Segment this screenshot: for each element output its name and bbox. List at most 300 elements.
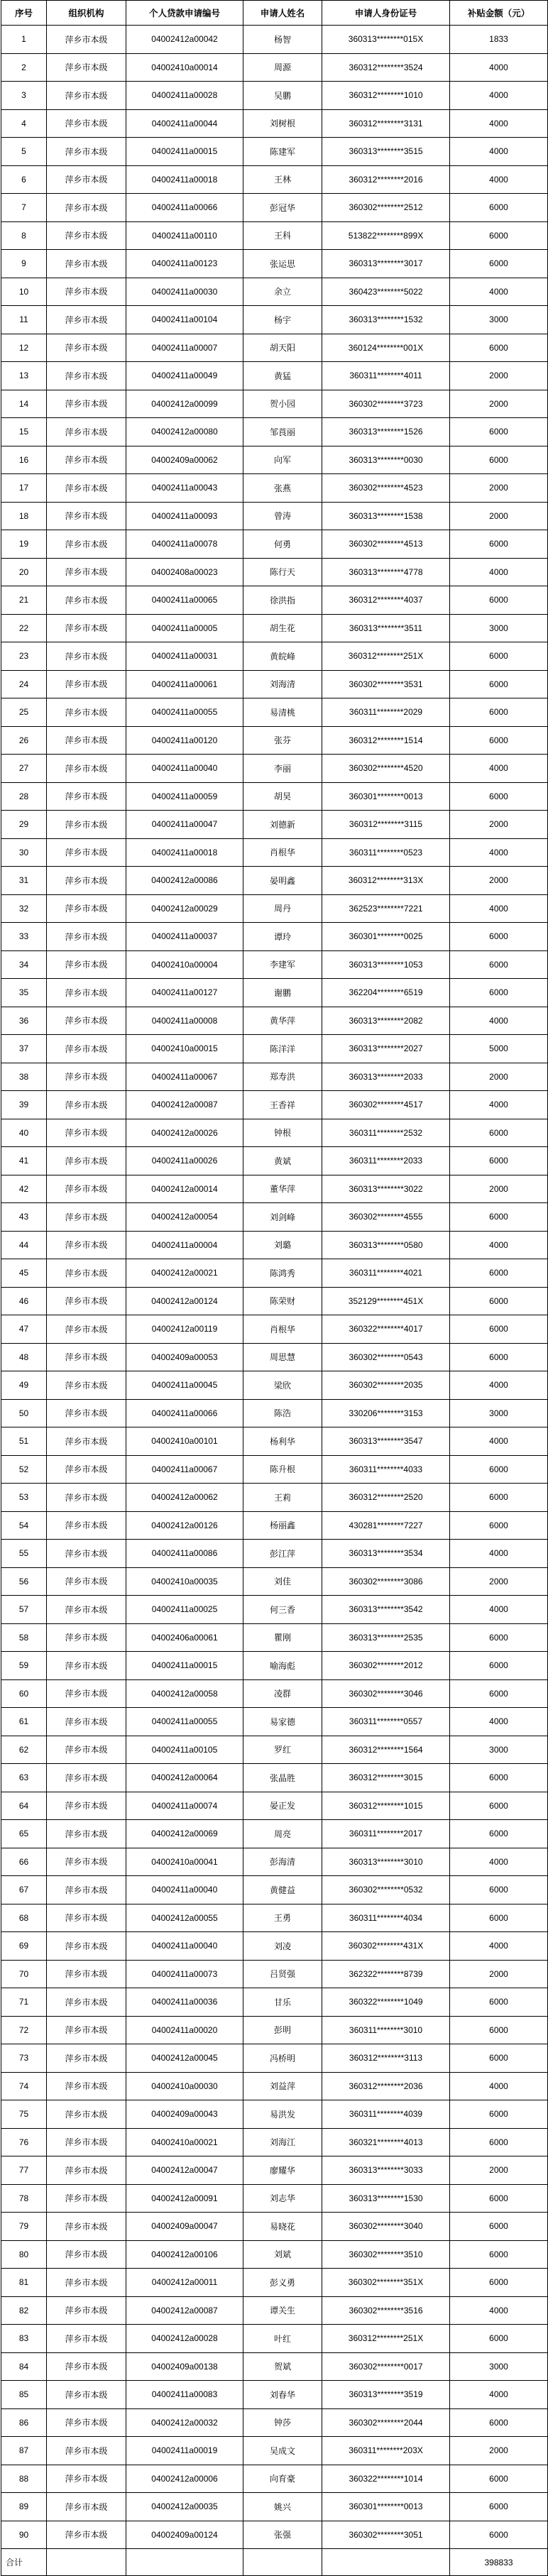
cell-applicant-id-number: 360302********2012 (322, 1652, 450, 1680)
cell-index: 29 (1, 811, 47, 839)
cell-index: 21 (1, 586, 47, 615)
cell-index: 61 (1, 1708, 47, 1736)
table-row (1, 1708, 548, 1736)
cell-applicant-id-number: 360311********2532 (322, 1119, 450, 1147)
cell-applicant-id-number: 360311********2033 (322, 1147, 450, 1175)
cell-loan-application-number: 04002411a00030 (126, 278, 243, 306)
table-row (1, 1315, 548, 1344)
table-row (1, 502, 548, 530)
cell-index: 52 (1, 1455, 47, 1484)
cell-applicant-name: 陈荣财 (243, 1287, 322, 1315)
cell-applicant-id-number: 360311********203X (322, 2437, 450, 2465)
cell-subsidy-amount: 6000 (450, 2240, 548, 2269)
cell-subsidy-amount: 2000 (450, 867, 548, 895)
cell-applicant-name: 杨丽鑫 (243, 1511, 322, 1540)
table-row (1, 446, 548, 474)
cell-index: 54 (1, 1511, 47, 1540)
table-row (1, 1679, 548, 1708)
cell-subsidy-amount: 6000 (450, 1484, 548, 1512)
cell-applicant-id-number: 360313********0580 (322, 1231, 450, 1259)
cell-organization: 萍乡市本级 (47, 26, 126, 54)
cell-loan-application-number: 04002411a00120 (126, 726, 243, 755)
cell-subsidy-amount: 3000 (450, 1399, 548, 1427)
cell-applicant-id-number: 360302********3516 (322, 2296, 450, 2325)
cell-loan-application-number: 04002411a00067 (126, 1455, 243, 1484)
cell-loan-application-number: 04002410a00014 (126, 53, 243, 82)
cell-loan-application-number: 04002411a00028 (126, 82, 243, 110)
cell-organization: 萍乡市本级 (47, 1764, 126, 1792)
cell-applicant-id-number: 360312********4037 (322, 586, 450, 615)
cell-organization: 萍乡市本级 (47, 726, 126, 755)
cell-applicant-name: 陈鸿秀 (243, 1259, 322, 1288)
cell-loan-application-number: 04002411a00018 (126, 838, 243, 867)
cell-index: 24 (1, 670, 47, 698)
cell-loan-application-number: 04002409a00053 (126, 1343, 243, 1371)
cell-index: 41 (1, 1147, 47, 1175)
cell-loan-application-number: 04002411a00073 (126, 1960, 243, 1988)
cell-subsidy-amount: 6000 (450, 250, 548, 278)
cell-loan-application-number: 04002412a00106 (126, 2240, 243, 2269)
table-row (1, 950, 548, 979)
cell-applicant-name: 何勇 (243, 530, 322, 559)
cell-applicant-id-number: 360302********3040 (322, 2213, 450, 2241)
cell-applicant-name: 吴成文 (243, 2437, 322, 2465)
cell-applicant-name: 肖根华 (243, 1315, 322, 1344)
cell-index: 16 (1, 446, 47, 474)
cell-applicant-id-number: 360311********4034 (322, 1904, 450, 1932)
cell-applicant-name: 易洪发 (243, 2100, 322, 2129)
cell-subsidy-amount: 6000 (450, 446, 548, 474)
table-row (1, 2044, 548, 2073)
cell-subsidy-amount: 6000 (450, 1259, 548, 1288)
cell-applicant-name: 陈建军 (243, 138, 322, 166)
cell-subsidy-amount: 6000 (450, 1455, 548, 1484)
cell-subsidy-amount: 3000 (450, 306, 548, 334)
cell-applicant-id-number: 360312********1564 (322, 1736, 450, 1764)
cell-subsidy-amount: 6000 (450, 2325, 548, 2353)
cell-loan-application-number: 04002412a00047 (126, 2156, 243, 2185)
cell-index: 40 (1, 1119, 47, 1147)
cell-applicant-id-number: 360124********001X (322, 334, 450, 362)
cell-index: 44 (1, 1231, 47, 1259)
cell-subsidy-amount: 3000 (450, 1736, 548, 1764)
cell-applicant-id-number: 360423********5022 (322, 278, 450, 306)
cell-loan-application-number: 04002409a00062 (126, 446, 243, 474)
cell-index: 50 (1, 1399, 47, 1427)
cell-loan-application-number: 04002409a00138 (126, 2352, 243, 2381)
cell-applicant-name: 陈浩 (243, 1399, 322, 1427)
cell-subsidy-amount: 6000 (450, 1203, 548, 1232)
cell-subsidy-amount: 6000 (450, 1511, 548, 1540)
cell-loan-application-number: 04002412a00045 (126, 2044, 243, 2073)
cell-applicant-id-number: 360313********3033 (322, 2156, 450, 2185)
cell-applicant-id-number: 360313********3534 (322, 1540, 450, 1568)
cell-organization: 萍乡市本级 (47, 1035, 126, 1063)
cell-loan-application-number: 04002411a00008 (126, 1007, 243, 1035)
cell-applicant-name: 谭关生 (243, 2296, 322, 2325)
cell-organization: 萍乡市本级 (47, 1203, 126, 1232)
cell-loan-application-number: 04002411a00004 (126, 1231, 243, 1259)
cell-organization: 萍乡市本级 (47, 1371, 126, 1400)
cell-index: 79 (1, 2213, 47, 2241)
table-row (1, 894, 548, 923)
cell-subsidy-amount: 6000 (450, 586, 548, 615)
cell-loan-application-number: 04002411a00065 (126, 586, 243, 615)
cell-index: 84 (1, 2352, 47, 2381)
cell-applicant-name: 杨智 (243, 26, 322, 54)
cell-subsidy-amount: 6000 (450, 1820, 548, 1848)
table-row (1, 1203, 548, 1232)
table-row (1, 782, 548, 811)
cell-loan-application-number: 04002411a00110 (126, 221, 243, 250)
cell-loan-application-number: 04002411a00040 (126, 1932, 243, 1961)
cell-applicant-id-number: 360312********313X (322, 867, 450, 895)
table-row (1, 1091, 548, 1119)
cell-applicant-name: 胡昊 (243, 782, 322, 811)
cell-organization: 萍乡市本级 (47, 2437, 126, 2465)
cell-organization: 萍乡市本级 (47, 1540, 126, 1568)
cell-applicant-id-number: 360302********4555 (322, 1203, 450, 1232)
table-row (1, 2016, 548, 2044)
cell-organization: 萍乡市本级 (47, 670, 126, 698)
table-row (1, 2408, 548, 2437)
total-empty-cell (322, 2549, 450, 2576)
cell-loan-application-number: 04002410a00101 (126, 1427, 243, 1456)
cell-loan-application-number: 04002412a00026 (126, 1119, 243, 1147)
cell-applicant-name: 易晓花 (243, 2213, 322, 2241)
cell-organization: 萍乡市本级 (47, 2072, 126, 2100)
cell-applicant-name: 易清桃 (243, 698, 322, 727)
table-row (1, 194, 548, 222)
cell-organization: 萍乡市本级 (47, 1063, 126, 1091)
cell-subsidy-amount: 6000 (450, 1315, 548, 1344)
cell-loan-application-number: 04002412a00028 (126, 2325, 243, 2353)
cell-subsidy-amount: 6000 (450, 2465, 548, 2493)
table-row (1, 1876, 548, 1904)
cell-loan-application-number: 04002411a00086 (126, 1540, 243, 1568)
table-row (1, 1652, 548, 1680)
cell-loan-application-number: 04002411a00067 (126, 1063, 243, 1091)
cell-loan-application-number: 04002412a00099 (126, 390, 243, 418)
cell-subsidy-amount: 2000 (450, 474, 548, 503)
cell-loan-application-number: 04002412a00014 (126, 1175, 243, 1203)
cell-applicant-id-number: 360302********4520 (322, 755, 450, 783)
cell-loan-application-number: 04002411a00045 (126, 1371, 243, 1400)
cell-organization: 萍乡市本级 (47, 1484, 126, 1512)
cell-loan-application-number: 04002411a00031 (126, 642, 243, 671)
cell-applicant-name: 王勇 (243, 1904, 322, 1932)
cell-organization: 萍乡市本级 (47, 979, 126, 1007)
cell-applicant-name: 黄健益 (243, 1876, 322, 1904)
cell-index: 65 (1, 1820, 47, 1848)
cell-index: 43 (1, 1203, 47, 1232)
cell-applicant-name: 刘凌 (243, 1932, 322, 1961)
cell-loan-application-number: 04002412a00069 (126, 1820, 243, 1848)
cell-loan-application-number: 04002411a00036 (126, 1988, 243, 2017)
cell-loan-application-number: 04002409a00047 (126, 2213, 243, 2241)
cell-loan-application-number: 04002411a00055 (126, 1708, 243, 1736)
cell-applicant-id-number: 360302********3046 (322, 1679, 450, 1708)
cell-organization: 萍乡市本级 (47, 1007, 126, 1035)
cell-applicant-id-number: 362322********8739 (322, 1960, 450, 1988)
cell-applicant-name: 吕贤强 (243, 1960, 322, 1988)
cell-index: 85 (1, 2381, 47, 2409)
cell-applicant-name: 刘益萍 (243, 2072, 322, 2100)
cell-applicant-name: 徐洪指 (243, 586, 322, 615)
table-row (1, 642, 548, 671)
cell-applicant-name: 张芬 (243, 726, 322, 755)
cell-organization: 萍乡市本级 (47, 2156, 126, 2185)
cell-applicant-id-number: 360302********2035 (322, 1371, 450, 1400)
table-row (1, 2240, 548, 2269)
cell-loan-application-number: 04002410a00035 (126, 1567, 243, 1596)
cell-organization: 萍乡市本级 (47, 1231, 126, 1259)
cell-organization: 萍乡市本级 (47, 2213, 126, 2241)
cell-loan-application-number: 04002409a00124 (126, 2521, 243, 2549)
cell-applicant-id-number: 360302********4517 (322, 1091, 450, 1119)
table-row (1, 1623, 548, 1652)
cell-applicant-name: 刘春华 (243, 2381, 322, 2409)
cell-organization: 萍乡市本级 (47, 2100, 126, 2129)
table-row (1, 2269, 548, 2297)
cell-subsidy-amount: 4000 (450, 1231, 548, 1259)
cell-subsidy-amount: 6000 (450, 2184, 548, 2213)
cell-organization: 萍乡市本级 (47, 109, 126, 138)
cell-organization: 萍乡市本级 (47, 502, 126, 530)
cell-applicant-name: 向育豪 (243, 2465, 322, 2493)
cell-applicant-name: 刘佳 (243, 1567, 322, 1596)
cell-loan-application-number: 04002412a00042 (126, 26, 243, 54)
cell-applicant-name: 刘海江 (243, 2128, 322, 2156)
cell-subsidy-amount: 4000 (450, 1932, 548, 1961)
cell-subsidy-amount: 3000 (450, 2352, 548, 2381)
table-row (1, 2156, 548, 2185)
cell-applicant-id-number: 360313********3515 (322, 138, 450, 166)
table-row (1, 1792, 548, 1820)
cell-index: 37 (1, 1035, 47, 1063)
table-row (1, 1007, 548, 1035)
cell-applicant-name: 陈行天 (243, 558, 322, 586)
cell-organization: 萍乡市本级 (47, 1596, 126, 1624)
cell-subsidy-amount: 6000 (450, 1988, 548, 2017)
cell-applicant-name: 胡天阳 (243, 334, 322, 362)
cell-organization: 萍乡市本级 (47, 446, 126, 474)
cell-organization: 萍乡市本级 (47, 586, 126, 615)
table-row (1, 755, 548, 783)
cell-applicant-name: 钟根 (243, 1119, 322, 1147)
cell-index: 4 (1, 109, 47, 138)
cell-organization: 萍乡市本级 (47, 1960, 126, 1988)
cell-loan-application-number: 04002412a00064 (126, 1764, 243, 1792)
cell-applicant-name: 晏正发 (243, 1792, 322, 1820)
cell-index: 22 (1, 614, 47, 642)
cell-applicant-id-number: 360302********431X (322, 1932, 450, 1961)
cell-organization: 萍乡市本级 (47, 2044, 126, 2073)
cell-index: 1 (1, 26, 47, 54)
cell-applicant-id-number: 362523********7221 (322, 894, 450, 923)
cell-subsidy-amount: 6000 (450, 1343, 548, 1371)
cell-applicant-name: 吴鹏 (243, 82, 322, 110)
subsidy-table (1, 0, 548, 2576)
table-row (1, 2296, 548, 2325)
cell-subsidy-amount: 3000 (450, 614, 548, 642)
cell-applicant-id-number: 360301********0013 (322, 2493, 450, 2521)
cell-applicant-id-number: 360302********3531 (322, 670, 450, 698)
cell-applicant-name: 周源 (243, 53, 322, 82)
cell-index: 38 (1, 1063, 47, 1091)
cell-loan-application-number: 04002411a00047 (126, 811, 243, 839)
header-applicant-id-number: 申请人身份证号 (322, 1, 450, 26)
cell-subsidy-amount: 6000 (450, 923, 548, 951)
cell-applicant-id-number: 360313********3511 (322, 614, 450, 642)
cell-applicant-id-number: 360313********1053 (322, 950, 450, 979)
cell-organization: 萍乡市本级 (47, 838, 126, 867)
cell-applicant-id-number: 360301********0013 (322, 782, 450, 811)
cell-applicant-name: 梁欣 (243, 1371, 322, 1400)
cell-index: 5 (1, 138, 47, 166)
cell-index: 34 (1, 950, 47, 979)
cell-subsidy-amount: 6000 (450, 782, 548, 811)
cell-loan-application-number: 04002412a00058 (126, 1679, 243, 1708)
cell-subsidy-amount: 4000 (450, 1596, 548, 1624)
cell-loan-application-number: 04002411a00061 (126, 670, 243, 698)
table-row (1, 2465, 548, 2493)
cell-applicant-id-number: 360302********2512 (322, 194, 450, 222)
cell-applicant-name: 罗红 (243, 1736, 322, 1764)
cell-index: 63 (1, 1764, 47, 1792)
cell-applicant-id-number: 360302********351X (322, 2269, 450, 2297)
cell-applicant-name: 周思慧 (243, 1343, 322, 1371)
table-row (1, 2352, 548, 2381)
table-row (1, 1511, 548, 1540)
cell-subsidy-amount: 6000 (450, 2100, 548, 2129)
cell-applicant-id-number: 360313********2082 (322, 1007, 450, 1035)
cell-index: 86 (1, 2408, 47, 2437)
cell-applicant-id-number: 360313********2027 (322, 1035, 450, 1063)
cell-loan-application-number: 04002410a00041 (126, 1848, 243, 1876)
cell-index: 64 (1, 1792, 47, 1820)
cell-loan-application-number: 04002411a00044 (126, 109, 243, 138)
table-row (1, 979, 548, 1007)
cell-index: 33 (1, 923, 47, 951)
cell-subsidy-amount: 4000 (450, 278, 548, 306)
cell-applicant-id-number: 360312********3524 (322, 53, 450, 82)
cell-applicant-id-number: 360313********0030 (322, 446, 450, 474)
cell-organization: 萍乡市本级 (47, 1820, 126, 1848)
cell-index: 59 (1, 1652, 47, 1680)
cell-index: 82 (1, 2296, 47, 2325)
table-row (1, 1287, 548, 1315)
table-row (1, 1231, 548, 1259)
cell-loan-application-number: 04002410a00030 (126, 2072, 243, 2100)
cell-subsidy-amount: 2000 (450, 390, 548, 418)
table-row (1, 138, 548, 166)
cell-index: 12 (1, 334, 47, 362)
cell-applicant-name: 贺小园 (243, 390, 322, 418)
cell-applicant-name: 李建军 (243, 950, 322, 979)
cell-subsidy-amount: 6000 (450, 418, 548, 446)
cell-index: 83 (1, 2325, 47, 2353)
cell-applicant-name: 刘璐 (243, 1231, 322, 1259)
cell-loan-application-number: 04002411a00025 (126, 1596, 243, 1624)
cell-applicant-id-number: 360302********3051 (322, 2521, 450, 2549)
table-row (1, 1455, 548, 1484)
cell-applicant-id-number: 360322********1049 (322, 1988, 450, 2017)
cell-organization: 萍乡市本级 (47, 811, 126, 839)
cell-subsidy-amount: 4000 (450, 138, 548, 166)
cell-applicant-id-number: 360313********1532 (322, 306, 450, 334)
table-row (1, 1596, 548, 1624)
cell-subsidy-amount: 6000 (450, 979, 548, 1007)
cell-subsidy-amount: 4000 (450, 2381, 548, 2409)
table-row (1, 1259, 548, 1288)
cell-applicant-name: 黄猛 (243, 362, 322, 390)
cell-applicant-id-number: 360312********251X (322, 2325, 450, 2353)
cell-organization: 萍乡市本级 (47, 1876, 126, 1904)
cell-subsidy-amount: 4000 (450, 82, 548, 110)
cell-loan-application-number: 04002410a00021 (126, 2128, 243, 2156)
cell-organization: 萍乡市本级 (47, 1315, 126, 1344)
cell-applicant-id-number: 360313********3519 (322, 2381, 450, 2409)
cell-subsidy-amount: 4000 (450, 558, 548, 586)
cell-organization: 萍乡市本级 (47, 278, 126, 306)
cell-subsidy-amount: 6000 (450, 950, 548, 979)
cell-organization: 萍乡市本级 (47, 642, 126, 671)
cell-loan-application-number: 04002411a00055 (126, 698, 243, 727)
cell-loan-application-number: 04002410a00015 (126, 1035, 243, 1063)
cell-applicant-name: 邹莨丽 (243, 418, 322, 446)
table-row (1, 1904, 548, 1932)
total-row (1, 2549, 548, 2576)
table-row (1, 306, 548, 334)
table-row (1, 614, 548, 642)
cell-subsidy-amount: 6000 (450, 1119, 548, 1147)
table-row (1, 1063, 548, 1091)
cell-index: 68 (1, 1904, 47, 1932)
table-row (1, 1736, 548, 1764)
cell-applicant-name: 彭冠华 (243, 194, 322, 222)
cell-applicant-id-number: 362204********6519 (322, 979, 450, 1007)
cell-subsidy-amount: 4000 (450, 109, 548, 138)
cell-index: 26 (1, 726, 47, 755)
cell-applicant-id-number: 360302********0532 (322, 1876, 450, 1904)
cell-applicant-id-number: 360311********0557 (322, 1708, 450, 1736)
cell-index: 67 (1, 1876, 47, 1904)
cell-loan-application-number: 04002411a00059 (126, 782, 243, 811)
cell-subsidy-amount: 5000 (450, 1035, 548, 1063)
cell-index: 13 (1, 362, 47, 390)
cell-loan-application-number: 04002411a00043 (126, 474, 243, 503)
cell-applicant-name: 刘志华 (243, 2184, 322, 2213)
cell-loan-application-number: 04002412a00032 (126, 2408, 243, 2437)
table-row (1, 278, 548, 306)
table-row (1, 811, 548, 839)
cell-subsidy-amount: 6000 (450, 1876, 548, 1904)
cell-index: 32 (1, 894, 47, 923)
cell-organization: 萍乡市本级 (47, 867, 126, 895)
cell-loan-application-number: 04002411a00018 (126, 165, 243, 194)
cell-subsidy-amount: 4000 (450, 165, 548, 194)
cell-subsidy-amount: 6000 (450, 221, 548, 250)
cell-applicant-name: 黄皖峰 (243, 642, 322, 671)
cell-subsidy-amount: 2000 (450, 502, 548, 530)
cell-loan-application-number: 04002406a00061 (126, 1623, 243, 1652)
cell-subsidy-amount: 4000 (450, 1848, 548, 1876)
cell-organization: 萍乡市本级 (47, 1511, 126, 1540)
cell-organization: 萍乡市本级 (47, 2128, 126, 2156)
cell-applicant-name: 甘乐 (243, 1988, 322, 2017)
table-row (1, 1764, 548, 1792)
